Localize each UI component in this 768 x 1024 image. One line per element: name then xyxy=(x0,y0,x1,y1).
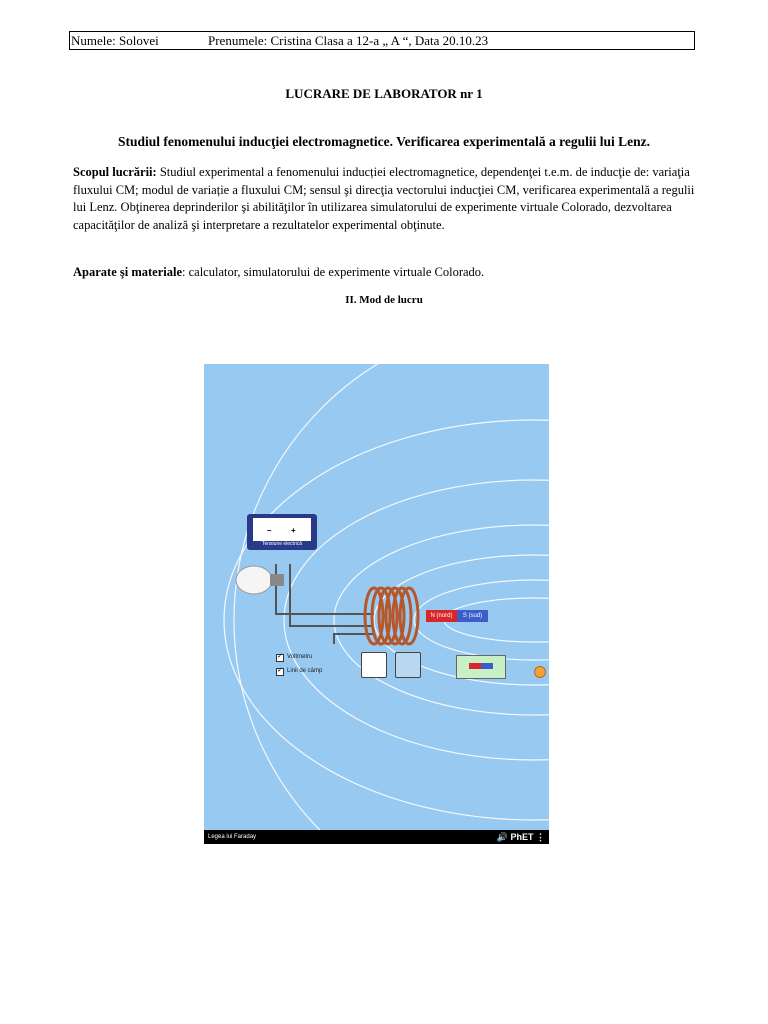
coil-select-button[interactable] xyxy=(361,652,387,678)
header-name: Numele: Solovei xyxy=(71,33,159,48)
section-heading: II. Mod de lucru xyxy=(345,294,423,306)
phet-logo[interactable]: 🔊 PhET ⋮ xyxy=(496,832,545,842)
sim-title: Legea lui Faraday xyxy=(208,834,257,840)
voltmeter[interactable] xyxy=(247,514,317,550)
flip-magnet-icon xyxy=(469,663,493,669)
voltmeter-checkbox[interactable] xyxy=(276,654,284,662)
voltmeter-label: Tensiune electrică xyxy=(261,541,303,547)
simulation-screenshot xyxy=(204,364,549,844)
materials-text: : calculator, simulatorului de experimente virtuale Colorado. xyxy=(182,265,485,279)
document-title: LUCRARE DE LABORATOR nr 1 xyxy=(285,86,483,101)
field-lines-checkbox[interactable] xyxy=(276,668,284,676)
voltmeter-minus: – xyxy=(267,526,272,535)
flip-magnet-button[interactable] xyxy=(456,655,506,679)
purpose-label: Scopul lucrării: xyxy=(73,165,157,179)
purpose-text: Studiul experimental a fenomenului inducției electromagnetice, dependenţei t.e.m. de inducţie de: variaţia fluxului CM; modul de variație a fluxului CM; sensul şi direcţia vectorului inducţiei CM, verificarea experimentală a regulii lui Lenz. Obţinerea deprinderilor şi abilităţilor în utilizarea simulatorului de experimente virtuale Colorado, dezvoltarea capacităţilor de analiză şi interpretare a rezultatelor experimental obţinute. xyxy=(73,165,695,232)
magnet-north-label: N (nord) xyxy=(426,610,457,622)
reset-icon[interactable] xyxy=(534,666,546,678)
sim-status-bar xyxy=(204,830,549,844)
magnet-south-label: S (sud) xyxy=(457,610,488,622)
field-lines-drawing xyxy=(204,364,549,830)
voltmeter-plus: + xyxy=(291,526,296,535)
header-details: Prenumele: Cristina Clasa a 12-a „ A “, Data 20.10.23 xyxy=(208,33,489,48)
materials-paragraph xyxy=(73,264,695,282)
voltmeter-checkbox-label: Voltmetru xyxy=(287,654,313,660)
double-coil-select-button[interactable] xyxy=(395,652,421,678)
materials-label: Aparate şi materiale xyxy=(73,265,182,279)
coil-icon xyxy=(365,588,418,644)
voltmeter-face xyxy=(253,518,311,541)
header-box xyxy=(69,31,695,50)
purpose-paragraph xyxy=(73,164,695,234)
document-subtitle: Studiul fenomenului inducţiei electromagnetice. Verificarea experimentală a regulii lui Lenz. xyxy=(117,134,651,149)
field-lines-checkbox-label: Linii de câmp xyxy=(287,668,323,674)
bar-magnet[interactable] xyxy=(426,610,488,622)
